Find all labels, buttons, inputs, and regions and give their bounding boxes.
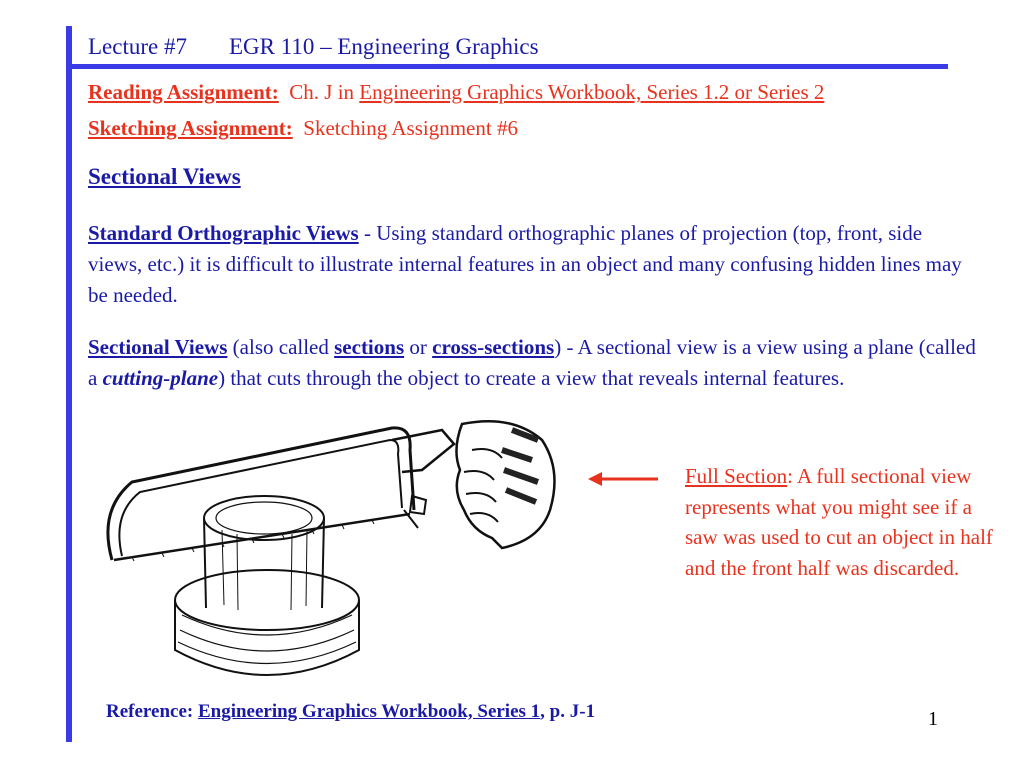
title-rule [66, 64, 948, 69]
course-title: EGR 110 – Engineering Graphics [228, 34, 539, 59]
sketching-text: Sketching Assignment #6 [303, 116, 518, 140]
hand-glove-shading [502, 430, 538, 502]
sectional-text-3: ) - A sectional view is a view using a plane (called a [88, 335, 976, 390]
reference-book-link[interactable]: Engineering Graphics Workbook, Series 1 [197, 701, 541, 722]
orthographic-text: - Using standard orthographic planes of projection (top, front, side views, etc.) it is difficult to illustrate internal features in an object and many confusing hidden lines may be needed. [88, 221, 962, 307]
left-arrow-icon [586, 470, 660, 488]
orthographic-term: Standard Orthographic Views [88, 221, 359, 245]
sections-term: sections [334, 335, 405, 359]
reference-label: Reference: [106, 701, 198, 722]
reading-prefix: Ch. J in [289, 80, 355, 104]
slide-title [88, 34, 539, 60]
reading-book-link[interactable]: Engineering Graphics Workbook, Series 1.2 or Series 2 [359, 80, 825, 104]
reference-line [106, 701, 595, 723]
lecture-number: Lecture #7 [88, 34, 187, 59]
left-rule [66, 26, 72, 742]
sectional-text-2: or [404, 335, 433, 359]
saw-blade [114, 514, 410, 560]
sectional-text-1: (also called [227, 335, 335, 359]
full-section-term: Full Section [685, 464, 788, 488]
hand-outline [456, 421, 554, 548]
orthographic-paragraph [88, 218, 978, 311]
sectional-text-4: ) that cuts through the object to create a view that reveals internal features. [218, 366, 845, 390]
cutting-plane-term: cutting-plane [102, 366, 219, 390]
wing-nut [404, 496, 426, 528]
full-section-text: : A full sectional view represents what you might see if a saw was used to cut an object in half and the front half was discarded. [685, 464, 993, 580]
cross-sections-term: cross-sections [432, 335, 555, 359]
base-flange-top [175, 570, 359, 630]
sectional-term: Sectional Views [88, 335, 228, 359]
reading-label: Reading Assignment: [88, 80, 279, 104]
sectional-paragraph [88, 332, 978, 394]
saw-handle [392, 430, 454, 472]
sketching-label: Sketching Assignment: [88, 116, 293, 140]
saw-frame-inner [119, 440, 402, 556]
hacksaw-illustration [92, 410, 582, 688]
sketching-assignment [88, 116, 518, 141]
reference-page: , p. J-1 [540, 701, 596, 722]
reading-assignment [88, 80, 824, 105]
section-heading: Sectional Views [88, 164, 241, 189]
cylinder-bore [216, 502, 312, 534]
page-number: 1 [928, 708, 938, 730]
hand-fingers [464, 449, 502, 522]
full-section-callout [685, 461, 995, 583]
